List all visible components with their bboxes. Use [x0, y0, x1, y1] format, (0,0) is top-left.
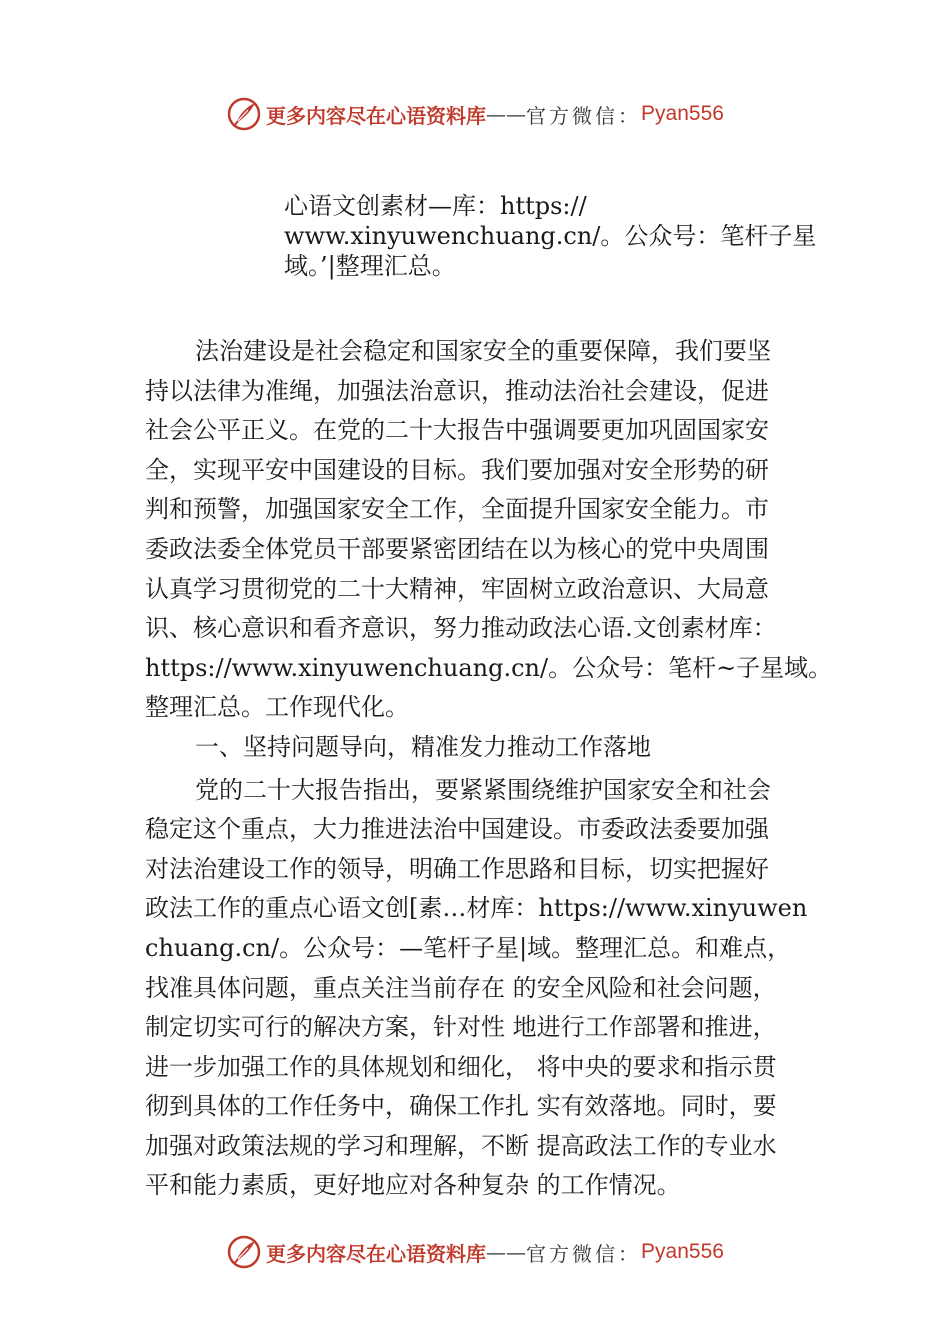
- paragraph-line: 持以法律为准绳，加强法治意识，推动法治社会建设，促进: [145, 376, 769, 405]
- paragraph-line: 判和预警，加强国家安全工作，全面提升国家安全能力。市: [145, 495, 769, 524]
- paragraph-line: 党的二十大报告指出，要紧紧围绕维护国家安全和社会: [195, 775, 771, 804]
- banner-brand-text: 更多内容尽在心语资料库: [266, 1241, 487, 1266]
- paragraph-line: 识、核心意识和看齐意识，努力推动政法心语.文创素材库：: [145, 614, 777, 643]
- banner-wechat-id: Pyan556: [641, 102, 724, 125]
- paragraph-line: 对法治建设工作的领导，明确工作思路和目标，切实把握好: [145, 854, 769, 883]
- paragraph-line: 社会公平正义。在党的二十大报告中强调要更加巩固国家安: [145, 416, 769, 445]
- paragraph-intro: [145, 332, 845, 728]
- banner-dash: ——: [486, 1240, 527, 1264]
- paragraph-line: 进一步加强工作的具体规划和细化， 将中央的要求和指示贯: [145, 1052, 777, 1081]
- banner-brand-text: 更多内容尽在心语资料库: [266, 103, 487, 128]
- paragraph-section-one: [145, 771, 845, 1207]
- source-note-line: www.xinyuwenchuang.cn/。公众号：笔杆子星: [284, 222, 817, 250]
- paragraph-line: 彻到具体的工作任务中，确保工作扎 实有效落地。同时，要: [145, 1092, 777, 1121]
- paragraph-line: https://www.xinyuwenchuang.cn/。公众号：笔杆~子星域。: [145, 653, 833, 682]
- paragraph-line: 政法工作的重点心语文创[素…材库：https://www.xinyuwen: [145, 894, 808, 923]
- paragraph-line: chuang.cn/。公众号：—笔杆子星|域。整理汇总。和难点，: [145, 933, 792, 962]
- feather-pen-logo-icon: [226, 96, 262, 132]
- banner-wechat-id: Pyan556: [641, 1240, 724, 1263]
- header-banner: [0, 92, 950, 136]
- paragraph-line: 平和能力素质，更好地应对各种复杂 的工作情况。: [145, 1171, 681, 1200]
- feather-pen-logo-icon: [226, 1234, 262, 1270]
- source-note-line: 域。’|整理汇总。: [284, 252, 456, 280]
- heading-line: 一、坚持问题导向，精准发力推动工作落地: [195, 732, 651, 761]
- section-heading: [145, 728, 845, 768]
- paragraph-line: 加强对政策法规的学习和理解，不断 提高政法工作的专业水: [145, 1131, 777, 1160]
- source-note-line: 心语文创素材—库：https://: [284, 192, 587, 220]
- banner-dash: ——: [486, 102, 527, 126]
- paragraph-line: 全，实现平安中国建设的目标。我们要加强对安全形势的研: [145, 455, 769, 484]
- paragraph-line: 制定切实可行的解决方案，针对性 地进行工作部署和推进，: [145, 1013, 777, 1042]
- banner-label: 官方微信：: [526, 1241, 642, 1266]
- footer-banner: [0, 1230, 950, 1274]
- paragraph-line: 稳定这个重点，大力推进法治中国建设。市委政法委要加强: [145, 815, 769, 844]
- paragraph-line: 委政法委全体党员干部要紧密团结在以为核心的党中央周围: [145, 534, 769, 563]
- paragraph-line: 认真学习贯彻党的二十大精神，牢固树立政治意识、大局意: [145, 574, 769, 603]
- source-note: [284, 191, 824, 281]
- paragraph-line: 整理汇总。工作现代化。: [145, 693, 409, 722]
- banner-label: 官方微信：: [526, 103, 642, 128]
- document-body: [145, 332, 845, 1206]
- paragraph-line: 找准具体问题，重点关注当前存在 的安全风险和社会问题，: [145, 973, 777, 1002]
- paragraph-line: 法治建设是社会稳定和国家安全的重要保障，我们要坚: [195, 337, 771, 365]
